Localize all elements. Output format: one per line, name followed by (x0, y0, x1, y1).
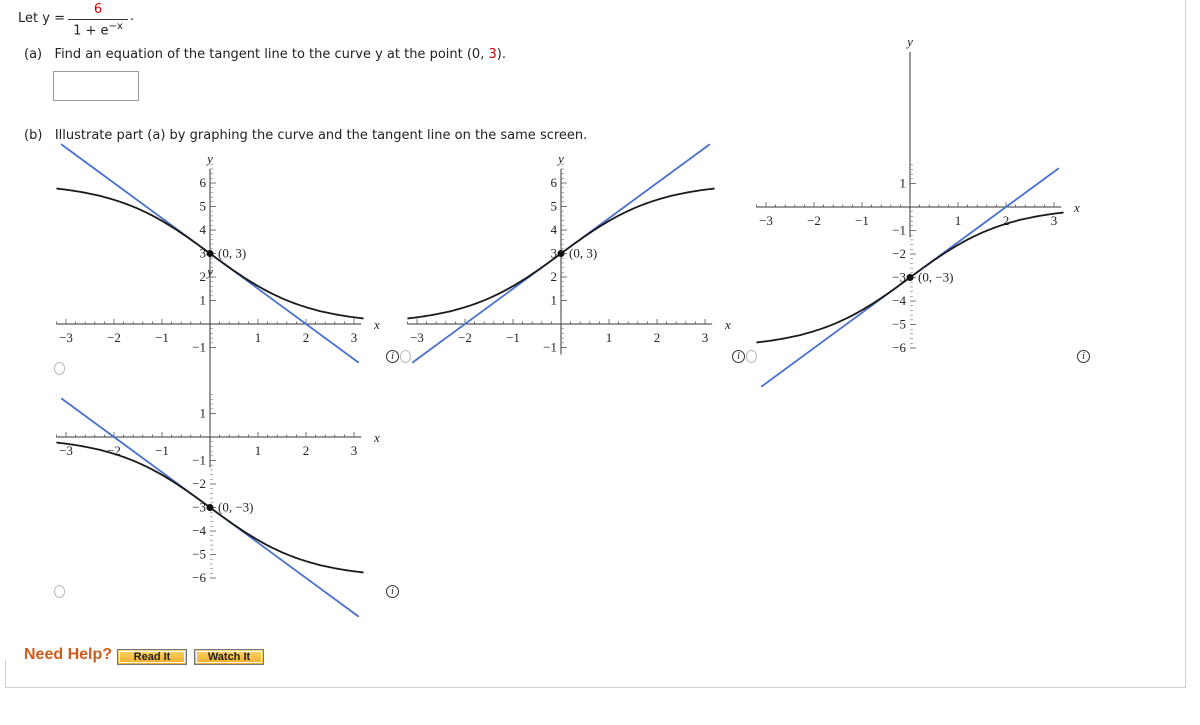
graph-option-3 (742, 33, 1082, 370)
y-tick-label: −6 (892, 340, 906, 355)
graph-option-4 (50, 263, 390, 604)
part-b-question (24, 128, 587, 143)
y-tick-label: 3 (199, 245, 206, 261)
x-tick-label: −3 (759, 213, 773, 228)
part-a-text-end: ). (496, 47, 506, 62)
x-tick-label: 2 (302, 443, 310, 458)
panel-border-right (1185, 0, 1186, 688)
x-tick-label: −3 (410, 330, 424, 345)
y-tick-label: 1 (550, 292, 557, 308)
y-tick-label: −4 (192, 523, 206, 538)
graph-2-radio[interactable] (400, 350, 411, 363)
x-tick-label: 3 (1050, 213, 1058, 228)
y-tick-label: 2 (199, 269, 206, 284)
need-help-label: Need Help? (24, 646, 113, 663)
tangent-point (207, 504, 214, 511)
x-axis-label: x (374, 430, 380, 445)
y-tick-label: −1 (192, 452, 206, 468)
x-tick-label: −1 (155, 330, 169, 345)
y-tick-label: −1 (543, 339, 557, 355)
fraction-numerator: 6 (93, 2, 103, 17)
y-tick-label: 2 (550, 269, 557, 284)
period: . (130, 9, 135, 24)
x-tick-label: 2 (1002, 213, 1010, 228)
panel-border-bottom (5, 687, 1186, 688)
part-a-label: (a) (24, 47, 43, 62)
point-label: (0, −3) (918, 269, 954, 285)
y-tick-label: 6 (550, 175, 557, 190)
panel-border-left (5, 660, 6, 688)
point-label: (0, 3) (569, 245, 598, 261)
x-tick-label: 1 (605, 330, 613, 345)
part-a-text: Find an equation of the tangent line to the curve y at the point (0, (54, 47, 489, 62)
y-tick-label: −1 (192, 339, 206, 355)
tangent-point (907, 274, 914, 281)
x-tick-label: 3 (701, 330, 709, 345)
x-axis-label: x (374, 317, 380, 332)
y-tick-label: 3 (550, 245, 557, 261)
x-tick-label: 2 (302, 330, 310, 345)
part-b-label: (b) (24, 128, 43, 143)
answer-input[interactable] (54, 72, 142, 102)
x-axis-label: x (1074, 200, 1080, 215)
x-tick-label: −2 (107, 443, 121, 458)
graph-2-info-icon[interactable]: i (732, 350, 745, 363)
x-tick-label: −3 (59, 443, 73, 458)
x-tick-label: −1 (855, 213, 869, 228)
denominator-base: 1 + e (73, 23, 109, 39)
x-tick-label: 1 (254, 443, 262, 458)
x-tick-label: −2 (458, 330, 472, 345)
y-tick-label: 1 (199, 292, 206, 308)
x-tick-label: −3 (59, 330, 73, 345)
y-axis-label: y (207, 263, 213, 279)
x-tick-label: 2 (653, 330, 661, 345)
let-label: Let y = (18, 11, 65, 26)
y-axis-label: y (558, 150, 564, 166)
part-a-question (24, 47, 506, 62)
graph-option-1 (50, 150, 390, 370)
answer-input-box[interactable] (53, 71, 139, 101)
y-tick-label: 6 (199, 175, 206, 190)
part-a-point-y: 3 (488, 47, 497, 62)
graph-3-radio[interactable] (746, 350, 757, 363)
part-b-text: Illustrate part (a) by graphing the curve and the tangent line on the same screen. (54, 128, 588, 143)
fraction (68, 2, 128, 37)
x-tick-label: −2 (107, 330, 121, 345)
y-tick-label: −4 (892, 293, 906, 308)
graph-option-2 (396, 150, 736, 370)
fraction-denominator (68, 21, 128, 37)
y-tick-label: 1 (899, 175, 906, 191)
y-tick-label: −5 (192, 546, 206, 562)
x-tick-label: 1 (954, 213, 962, 228)
y-tick-label: −3 (892, 269, 906, 285)
x-tick-label: −2 (807, 213, 821, 228)
y-tick-label: −5 (892, 316, 906, 332)
denominator-exponent: −x (108, 21, 123, 32)
x-tick-label: 3 (350, 443, 358, 458)
fraction-bar (68, 19, 128, 20)
graph-4-info-icon[interactable]: i (386, 585, 399, 598)
y-tick-label: 4 (199, 222, 206, 237)
y-axis-label: y (907, 33, 913, 49)
y-tick-label: 4 (550, 222, 557, 237)
x-tick-label: 3 (350, 330, 358, 345)
x-tick-label: 1 (254, 330, 262, 345)
graph-4-radio[interactable] (54, 585, 65, 598)
tangent-point (558, 250, 565, 257)
point-label: (0, −3) (218, 499, 254, 515)
y-tick-label: 5 (199, 198, 206, 214)
graph-1-radio[interactable] (54, 362, 65, 375)
tangent-point (207, 250, 214, 257)
y-axis-label: y (207, 150, 213, 166)
watch-it-button[interactable]: Watch It (194, 649, 264, 665)
x-tick-label: −1 (155, 443, 169, 458)
y-tick-label: −2 (892, 246, 906, 261)
y-tick-label: −2 (192, 476, 206, 491)
read-it-button[interactable]: Read It (117, 649, 187, 665)
y-tick-label: −6 (192, 570, 206, 585)
x-axis-label: x (725, 317, 731, 332)
y-tick-label: −1 (892, 222, 906, 238)
graph-3-info-icon[interactable]: i (1077, 350, 1090, 363)
x-tick-label: −1 (506, 330, 520, 345)
graph-1-info-icon[interactable]: i (386, 350, 399, 363)
y-tick-label: −3 (192, 499, 206, 515)
y-tick-label: 1 (199, 405, 206, 421)
y-tick-label: 5 (550, 198, 557, 214)
point-label: (0, 3) (218, 245, 247, 261)
